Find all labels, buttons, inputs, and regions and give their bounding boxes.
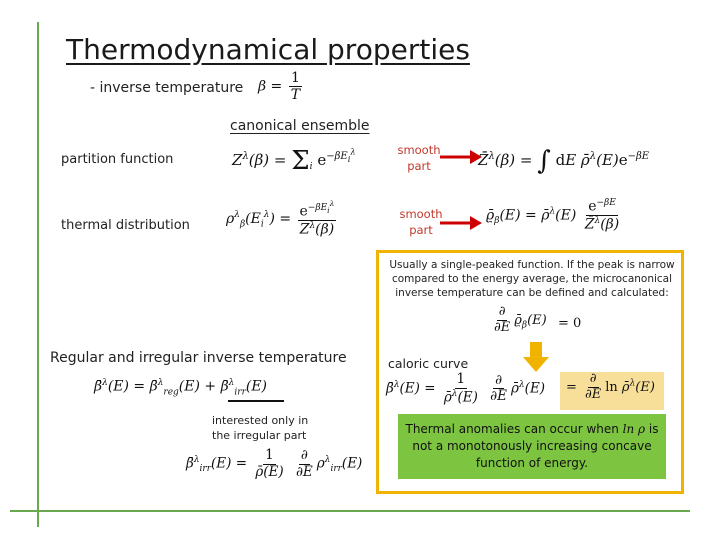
- page-title: Thermodynamical properties: [66, 33, 470, 66]
- thermal-anomalies-text-post: is not a monotonously increasing concave function of energy.: [412, 422, 659, 470]
- equals-zero: = 0: [558, 316, 582, 331]
- thermal-anomalies-math: ln ρ: [622, 422, 646, 436]
- irregular-beta-formula: β̄$^\lambda_{irr}$(E) = $\frac{1}{\rhō(E)}$ $\frac{\partial}{\partial E}$ $\rho^\lambda_{irr}(E)$: [186, 447, 363, 480]
- irregular-underline: [228, 400, 284, 402]
- caloric-curve-formula: β̄$^\lambda$(E) = $\frac{1}{\rhō^\lambda(E)}$ $\frac{\partial}{\partial E}$ ρ̄$^\lambda$(E): [386, 371, 546, 406]
- thermal-distribution-formula: $\rho^\lambda_\beta(E_i^\lambda)$ = $\frac{e^{-\beta E_i^\lambda}}{Z^\lambda(\beta)}$: [226, 199, 335, 238]
- partition-function-formula: $Z^\lambda(\beta) = \Sigma_i$ $e^{-\beta E_i^\lambda}$: [232, 146, 356, 176]
- peak-note-text: Usually a single-peaked function. If the peak is narrow compared to the energy average, the microcanonical inverse temperature can be defined and calculated:: [389, 259, 675, 299]
- arrow-right-icon-bottom: [440, 216, 482, 230]
- log-derivative-formula: = $\frac{\partial}{\partial E}$ ln ρ̄$^\lambda$(E): [566, 371, 655, 402]
- partition-function-label: partition function: [61, 152, 174, 167]
- arrow-right-icon-top: [440, 150, 482, 164]
- smooth-part-label-bottom: smooth part: [399, 207, 443, 237]
- regular-irregular-heading: Regular and irregular inverse temperature: [50, 350, 347, 366]
- canonical-ensemble-heading: canonical ensemble: [230, 118, 370, 134]
- thermal-anomalies-note: [398, 414, 666, 479]
- bottom-accent-line: [10, 510, 690, 512]
- thermal-distribution-label: thermal distribution: [61, 218, 190, 233]
- beta-definition-formula: β = $\frac{1}{T}$: [258, 70, 301, 104]
- arrow-down-icon: [523, 342, 549, 372]
- caloric-curve-label: caloric curve: [388, 356, 469, 371]
- smooth-distribution-formula: $ϱ̄_\beta(E)$ = ρ̄$^\lambda$(E) $\frac{e^{-\beta E}}{Z̄^\lambda(\beta)}$: [486, 198, 620, 233]
- beta-decomposition-formula: β̄$^\lambda$(E) = β̄$^\lambda_{reg}$(E) + β̄$^\lambda_{irr}$(E): [94, 378, 268, 398]
- smooth-part-label-top: smooth part: [397, 143, 441, 173]
- derivative-zero-formula: $\frac{\partial}{\partial E}$ $ϱ̄_\beta(E)$: [494, 304, 547, 335]
- left-accent-line: [37, 22, 39, 527]
- bullet-inverse-temperature: - inverse temperature: [90, 80, 244, 96]
- irregular-note: interested only in the irregular part: [212, 414, 309, 442]
- smooth-partition-formula: Z̄$^\lambda$(β) = ∫ dE $\rhō^\lambda(E)e^{-\beta E}$: [478, 146, 650, 176]
- thermal-anomalies-text-pre: Thermal anomalies can occur when: [405, 422, 623, 436]
